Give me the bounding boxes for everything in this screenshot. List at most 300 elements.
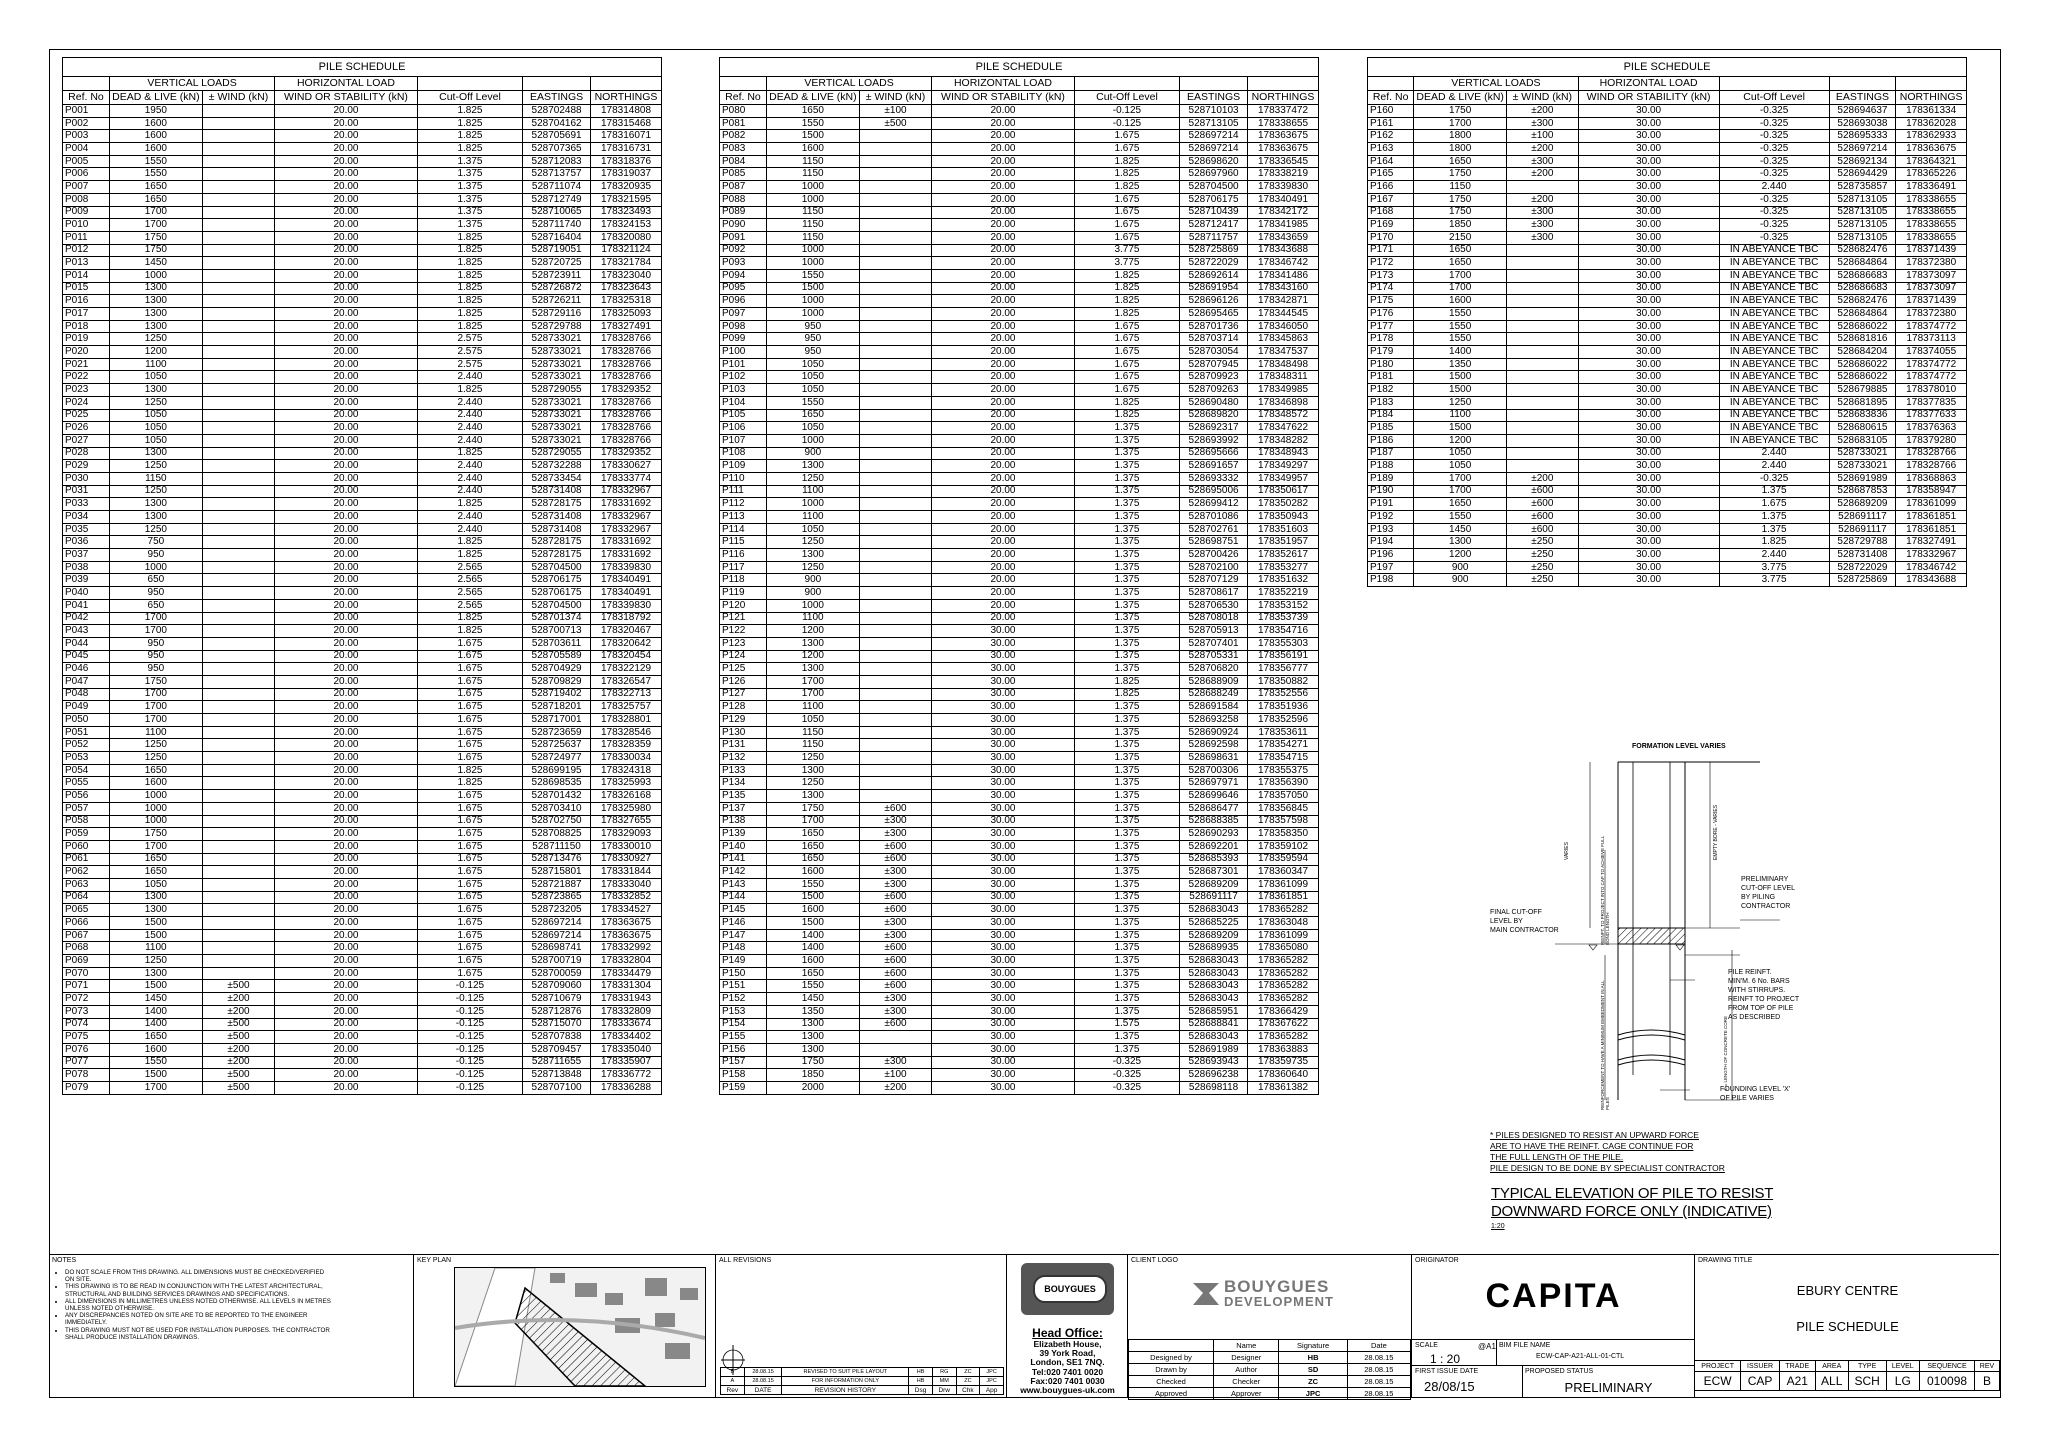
dead-live-cell: 950 xyxy=(109,637,202,650)
wind-cell xyxy=(1507,269,1579,282)
wind-stability-cell: 20.00 xyxy=(275,802,418,815)
code-value-row xyxy=(1695,1372,2000,1391)
wind-stability-cell: 30.00 xyxy=(932,853,1075,866)
cutoff-cell: 1.675 xyxy=(417,967,522,980)
empty-header xyxy=(523,77,591,91)
northings-cell: 178327491 xyxy=(1896,536,1967,549)
cutoff-cell: 1.825 xyxy=(417,384,522,397)
wind-stability-cell: 30.00 xyxy=(1578,574,1719,587)
wind-stability-cell: 20.00 xyxy=(932,409,1075,422)
eastings-cell: 528723911 xyxy=(523,269,591,282)
eastings-cell: 528720725 xyxy=(523,257,591,270)
ref-cell: P012 xyxy=(63,244,110,257)
wind-stability-cell: 20.00 xyxy=(932,168,1075,181)
northings-cell: 178333674 xyxy=(590,1018,661,1031)
table-row xyxy=(720,929,1319,942)
northings-cell: 178353277 xyxy=(1247,561,1318,574)
wind-cell xyxy=(859,599,931,612)
wind-stability-cell: 20.00 xyxy=(275,485,418,498)
eastings-cell: 528709263 xyxy=(1180,384,1248,397)
ref-cell: P060 xyxy=(63,840,110,853)
table-row xyxy=(1368,130,1967,143)
cutoff-cell: -0.125 xyxy=(417,1018,522,1031)
dead-live-cell: 1700 xyxy=(766,815,859,828)
ref-cell: P031 xyxy=(63,485,110,498)
northings-cell: 178371439 xyxy=(1896,244,1967,257)
wind-stability-cell: 30.00 xyxy=(1578,168,1719,181)
northings-cell: 178340491 xyxy=(590,574,661,587)
table-row xyxy=(720,828,1319,841)
wind-stability-cell: 30.00 xyxy=(932,993,1075,1006)
wind-cell xyxy=(202,663,274,676)
eastings-cell: 528683043 xyxy=(1180,955,1248,968)
table-row xyxy=(720,752,1319,765)
cutoff-cell: 1.675 xyxy=(1074,130,1179,143)
table-row xyxy=(63,967,662,980)
dead-live-cell: 1300 xyxy=(766,1018,859,1031)
wind-stability-cell: 20.00 xyxy=(275,777,418,790)
cutoff-cell: 1.375 xyxy=(1074,536,1179,549)
eastings-header: EASTINGS xyxy=(1180,91,1248,105)
wind-stability-cell: 20.00 xyxy=(275,523,418,536)
cutoff-cell: 1.375 xyxy=(1074,904,1179,917)
ref-cell: P088 xyxy=(720,193,767,206)
wind-cell xyxy=(1507,358,1579,371)
dead-live-cell: 1400 xyxy=(766,929,859,942)
cutoff-cell: 1.675 xyxy=(417,878,522,891)
eastings-cell: 528726872 xyxy=(523,282,591,295)
northings-cell: 178316731 xyxy=(590,143,661,156)
northings-cell: 178331692 xyxy=(590,549,661,562)
wind-cell xyxy=(202,117,274,130)
wind-stability-cell: 20.00 xyxy=(275,549,418,562)
cutoff-cell: 1.675 xyxy=(417,891,522,904)
wind-cell xyxy=(202,828,274,841)
eastings-cell: 528686477 xyxy=(1180,802,1248,815)
ref-cell: P041 xyxy=(63,599,110,612)
dead-live-cell: 2150 xyxy=(1414,231,1507,244)
wind-cell xyxy=(202,231,274,244)
dead-live-cell: 1650 xyxy=(109,1031,202,1044)
ref-cell: P131 xyxy=(720,739,767,752)
northings-cell: 178362933 xyxy=(1896,130,1967,143)
code-value-cell: 010098 xyxy=(1920,1372,1975,1391)
eastings-cell: 528695006 xyxy=(1180,485,1248,498)
table-row xyxy=(63,409,662,422)
wind-cell: ±500 xyxy=(202,980,274,993)
wind-cell xyxy=(859,523,931,536)
cutoff-cell: 2.440 xyxy=(417,422,522,435)
northings-cell: 178358350 xyxy=(1247,828,1318,841)
cutoff-cell: 2.440 xyxy=(417,434,522,447)
table-row xyxy=(63,802,662,815)
ref-cell: P063 xyxy=(63,878,110,891)
northings-cell: 178328766 xyxy=(1896,447,1967,460)
wind-cell xyxy=(1507,282,1579,295)
cutoff-cell: IN ABEYANCE TBC xyxy=(1719,371,1829,384)
dead-live-cell: 1550 xyxy=(109,155,202,168)
wind-cell xyxy=(1507,434,1579,447)
wind-cell xyxy=(202,675,274,688)
wind-stability-cell: 20.00 xyxy=(932,257,1075,270)
table-row xyxy=(720,231,1319,244)
northings-cell: 178338655 xyxy=(1896,231,1967,244)
cutoff-cell: 1.825 xyxy=(417,231,522,244)
revision-header-cell: Drw xyxy=(932,1386,956,1395)
wind-cell xyxy=(859,663,931,676)
northings-cell: 178327655 xyxy=(590,815,661,828)
northings-cell: 178372380 xyxy=(1896,257,1967,270)
dead-live-cell: 1650 xyxy=(109,853,202,866)
table-row xyxy=(63,663,662,676)
cutoff-cell: 1.375 xyxy=(1719,511,1829,524)
upward-force-note: * PILES DESIGNED TO RESIST AN UPWARD FORCE ARE TO HAVE THE REINFT. CAGE CONTINUE FOR THE FULL LENGTH OF THE PILE. PILE DESIGN TO BE DONE BY SPECIALIST CONTRACTOR xyxy=(1490,1130,1725,1173)
northings-cell: 178361099 xyxy=(1896,498,1967,511)
table-row xyxy=(1368,308,1967,321)
eastings-cell: 528712876 xyxy=(523,1005,591,1018)
dead-live-cell: 1500 xyxy=(1414,422,1507,435)
cutoff-cell: -0.125 xyxy=(1074,117,1179,130)
dead-live-cell: 1050 xyxy=(1414,447,1507,460)
northings-cell: 178351632 xyxy=(1247,574,1318,587)
table-row xyxy=(720,764,1319,777)
wind-cell xyxy=(202,371,274,384)
northings-cell: 178323040 xyxy=(590,269,661,282)
eastings-cell: 528683043 xyxy=(1180,980,1248,993)
northings-cell: 178365080 xyxy=(1247,942,1318,955)
wind-cell xyxy=(859,625,931,638)
pile-elevation-drawing xyxy=(1440,740,1840,1180)
table-row xyxy=(63,295,662,308)
table-row xyxy=(63,701,662,714)
northings-cell: 178363675 xyxy=(1247,130,1318,143)
wind-cell xyxy=(859,308,931,321)
table-row xyxy=(720,117,1319,130)
dead-live-cell: 1150 xyxy=(766,231,859,244)
revision-cell: A xyxy=(721,1377,745,1386)
ref-cell: P138 xyxy=(720,815,767,828)
bouygues-logo: BOUYGUES xyxy=(1021,1263,1114,1315)
table-row xyxy=(720,536,1319,549)
wind-stability-cell: 20.00 xyxy=(275,143,418,156)
eastings-cell: 528733021 xyxy=(523,434,591,447)
wind-cell xyxy=(1507,346,1579,359)
table-row xyxy=(720,206,1319,219)
northings-cell: 178339830 xyxy=(1247,181,1318,194)
northings-cell: 178350282 xyxy=(1247,498,1318,511)
table-row xyxy=(1368,320,1967,333)
wind-stability-cell: 20.00 xyxy=(932,206,1075,219)
cutoff-cell: -0.325 xyxy=(1719,155,1829,168)
wind-stability-cell: 20.00 xyxy=(275,1056,418,1069)
table-row xyxy=(63,1005,662,1018)
wind-stability-cell: 20.00 xyxy=(275,320,418,333)
wind-cell xyxy=(202,739,274,752)
table-row xyxy=(1368,244,1967,257)
wind-cell xyxy=(202,358,274,371)
cutoff-cell: 1.375 xyxy=(417,181,522,194)
cutoff-cell: 1.675 xyxy=(1074,143,1179,156)
wind-stability-cell: 30.00 xyxy=(932,955,1075,968)
wind-stability-cell: 20.00 xyxy=(932,219,1075,232)
wind-cell xyxy=(202,523,274,536)
cutoff-cell: 1.825 xyxy=(417,295,522,308)
ref-cell: P175 xyxy=(1368,295,1414,308)
table-row xyxy=(720,790,1319,803)
ref-cell: P003 xyxy=(63,130,110,143)
northings-cell: 178343160 xyxy=(1247,282,1318,295)
northings-cell: 178325993 xyxy=(590,777,661,790)
table-row xyxy=(1368,168,1967,181)
cutoff-cell: IN ABEYANCE TBC xyxy=(1719,358,1829,371)
wind-stability-cell: 20.00 xyxy=(275,422,418,435)
ref-cell: P066 xyxy=(63,917,110,930)
wind-cell xyxy=(202,790,274,803)
code-header-row xyxy=(1695,1361,2000,1372)
wind-header: ± WIND (kN) xyxy=(202,91,274,105)
cutoff-cell: 1.375 xyxy=(1074,511,1179,524)
cutoff-cell: 1.375 xyxy=(1074,561,1179,574)
code-header-cell: REV xyxy=(1974,1361,1999,1372)
cutoff-cell: 1.825 xyxy=(417,612,522,625)
wind-cell xyxy=(859,1031,931,1044)
eastings-cell: 528733021 xyxy=(523,396,591,409)
northings-cell: 178330034 xyxy=(590,752,661,765)
cutoff-cell: 2.440 xyxy=(417,409,522,422)
table-row xyxy=(720,815,1319,828)
wind-cell: ±600 xyxy=(859,1018,931,1031)
dead-live-header: DEAD & LIVE (kN) xyxy=(1414,91,1507,105)
dead-live-cell: 1000 xyxy=(109,269,202,282)
wind-stability-cell: 30.00 xyxy=(1578,384,1719,397)
eastings-cell: 528705331 xyxy=(1180,650,1248,663)
wind-cell xyxy=(1507,409,1579,422)
table-row xyxy=(63,384,662,397)
table-row xyxy=(720,244,1319,257)
ref-cell: P082 xyxy=(720,130,767,143)
empty-header xyxy=(590,77,661,91)
wind-cell: ±200 xyxy=(1507,168,1579,181)
dead-live-cell: 1450 xyxy=(109,257,202,270)
wind-cell: ±600 xyxy=(859,980,931,993)
northings-cell: 178348572 xyxy=(1247,409,1318,422)
ref-cell: P143 xyxy=(720,878,767,891)
wind-cell: ±100 xyxy=(859,105,931,118)
eastings-cell: 528713105 xyxy=(1829,206,1896,219)
northings-cell: 178363675 xyxy=(1896,143,1967,156)
cutoff-cell: 1.375 xyxy=(1074,853,1179,866)
ref-cell: P169 xyxy=(1368,219,1414,232)
ref-cell: P108 xyxy=(720,447,767,460)
eastings-cell: 528707945 xyxy=(1180,358,1248,371)
ref-cell: P052 xyxy=(63,739,110,752)
dead-live-cell: 1700 xyxy=(109,625,202,638)
table-row xyxy=(63,929,662,942)
cutoff-cell: 1.375 xyxy=(1074,929,1179,942)
table-row xyxy=(63,308,662,321)
wind-stability-cell: 30.00 xyxy=(1578,143,1719,156)
northings-cell: 178341486 xyxy=(1247,269,1318,282)
dead-live-cell: 1050 xyxy=(109,371,202,384)
dead-live-cell: 1050 xyxy=(766,523,859,536)
wind-cell: ±600 xyxy=(859,840,931,853)
dead-live-cell: 1750 xyxy=(1414,193,1507,206)
eastings-cell: 528696126 xyxy=(1180,295,1248,308)
eastings-cell: 528689209 xyxy=(1180,929,1248,942)
cutoff-cell: 1.375 xyxy=(417,219,522,232)
formation-level-label: FORMATION LEVEL VARIES xyxy=(1632,743,1726,750)
wind-cell xyxy=(202,777,274,790)
dead-live-cell: 1600 xyxy=(109,130,202,143)
northings-cell: 178332852 xyxy=(590,891,661,904)
ref-cell: P098 xyxy=(720,320,767,333)
eastings-cell: 528712083 xyxy=(523,155,591,168)
cutoff-cell: -0.325 xyxy=(1719,231,1829,244)
wind-stability-cell: 30.00 xyxy=(1578,193,1719,206)
wind-cell xyxy=(202,967,274,980)
northings-cell: 178335040 xyxy=(590,1043,661,1056)
wind-cell xyxy=(859,561,931,574)
wind-stability-cell: 30.00 xyxy=(932,917,1075,930)
ref-cell: P002 xyxy=(63,117,110,130)
wind-cell xyxy=(859,409,931,422)
first-issue-box: FIRST ISSUE DATE 28/08/15 xyxy=(1412,1365,1523,1398)
wind-stability-cell: 20.00 xyxy=(932,485,1075,498)
drawing-code-table xyxy=(1694,1360,2000,1391)
client-logo-icon xyxy=(1191,1281,1221,1307)
ref-cell: P187 xyxy=(1368,447,1414,460)
northings-cell: 178374055 xyxy=(1896,346,1967,359)
eastings-cell: 528706530 xyxy=(1180,599,1248,612)
ref-cell: P070 xyxy=(63,967,110,980)
wind-stability-cell: 30.00 xyxy=(1578,308,1719,321)
signature-cell: JPC xyxy=(1279,1388,1347,1400)
northings-cell: 178330627 xyxy=(590,460,661,473)
note-item: • THIS DRAWING IS TO BE READ IN CONJUNCTION WITH THE LATEST ARCHITECTURAL, STRUCTURAL AND BUILDING SERVICES DRAWINGS AND SPECIFICATIONS. xyxy=(65,1283,335,1297)
dead-live-cell: 1700 xyxy=(766,675,859,688)
eastings-cell: 528725637 xyxy=(523,739,591,752)
client-name: BOUYGUES DEVELOPMENT xyxy=(1224,1277,1334,1309)
northings-cell: 178328766 xyxy=(590,409,661,422)
ref-cell: P103 xyxy=(720,384,767,397)
length-label: L = LENGTH OF CONCRETE CORE xyxy=(1723,1016,1728,1090)
eastings-cell: 528698118 xyxy=(1180,1081,1248,1094)
wind-cell xyxy=(202,269,274,282)
wind-cell: ±200 xyxy=(859,1081,931,1094)
eastings-cell: 528703714 xyxy=(1180,333,1248,346)
eastings-cell: 528702750 xyxy=(523,815,591,828)
dead-live-cell: 1250 xyxy=(109,460,202,473)
dead-live-cell: 650 xyxy=(109,574,202,587)
wind-stability-cell: 20.00 xyxy=(275,726,418,739)
northings-cell: 178354716 xyxy=(1247,625,1318,638)
eastings-cell: 528704929 xyxy=(523,663,591,676)
cutoff-cell: IN ABEYANCE TBC xyxy=(1719,257,1829,270)
wind-cell xyxy=(859,536,931,549)
table-row xyxy=(720,840,1319,853)
dead-live-cell: 1550 xyxy=(1414,320,1507,333)
wind-stability-cell: 20.00 xyxy=(275,536,418,549)
northings-cell: 178324153 xyxy=(590,219,661,232)
eastings-cell: 528688909 xyxy=(1180,675,1248,688)
wind-stability-cell: 20.00 xyxy=(275,168,418,181)
table-row xyxy=(63,612,662,625)
dead-live-cell: 1200 xyxy=(1414,434,1507,447)
wind-cell: ±300 xyxy=(859,866,931,879)
table-row xyxy=(720,155,1319,168)
table-row xyxy=(63,105,662,118)
ref-cell: P156 xyxy=(720,1043,767,1056)
table-row xyxy=(1368,257,1967,270)
northings-cell: 178332967 xyxy=(590,511,661,524)
wind-cell xyxy=(859,460,931,473)
eastings-cell: 528725869 xyxy=(1829,574,1896,587)
eastings-header: EASTINGS xyxy=(1829,91,1896,105)
wind-stability-cell: 30.00 xyxy=(1578,549,1719,562)
northings-cell: 178357050 xyxy=(1247,790,1318,803)
wind-stability-cell: 20.00 xyxy=(932,117,1075,130)
wind-stability-cell: 30.00 xyxy=(932,739,1075,752)
eastings-cell: 528688249 xyxy=(1180,688,1248,701)
ref-cell: P140 xyxy=(720,840,767,853)
dead-live-cell: 1700 xyxy=(1414,282,1507,295)
dead-live-cell: 950 xyxy=(766,346,859,359)
wind-stability-cell: 30.00 xyxy=(932,777,1075,790)
ref-cell: P101 xyxy=(720,358,767,371)
ref-cell: P053 xyxy=(63,752,110,765)
northings-cell: 178356390 xyxy=(1247,777,1318,790)
eastings-cell: 528704162 xyxy=(523,117,591,130)
ref-cell: P073 xyxy=(63,1005,110,1018)
dead-live-cell: 1050 xyxy=(766,422,859,435)
northings-cell: 178361851 xyxy=(1247,891,1318,904)
cutoff-cell: 1.375 xyxy=(1074,917,1179,930)
eastings-cell: 528693943 xyxy=(1180,1056,1248,1069)
wind-stability-cell: 30.00 xyxy=(1578,155,1719,168)
dead-live-cell: 1300 xyxy=(109,308,202,321)
northings-cell: 178325318 xyxy=(590,295,661,308)
northings-cell: 178360640 xyxy=(1247,1069,1318,1082)
cutoff-cell: -0.125 xyxy=(417,993,522,1006)
cutoff-cell: -0.325 xyxy=(1074,1056,1179,1069)
wind-stability-cell: 20.00 xyxy=(275,105,418,118)
cutoff-cell: 1.375 xyxy=(1719,523,1829,536)
table-row xyxy=(720,980,1319,993)
table-row xyxy=(63,917,662,930)
empty-header xyxy=(1247,77,1318,91)
wind-cell xyxy=(202,815,274,828)
northings-cell: 178349957 xyxy=(1247,472,1318,485)
wind-cell: ±600 xyxy=(1507,511,1579,524)
code-header-cell: AREA xyxy=(1815,1361,1848,1372)
eastings-cell: 528731408 xyxy=(523,485,591,498)
cutoff-cell: 1.675 xyxy=(417,904,522,917)
eastings-cell: 528692598 xyxy=(1180,739,1248,752)
northings-cell: 178363675 xyxy=(1247,143,1318,156)
table-row xyxy=(720,219,1319,232)
wind-cell xyxy=(1507,308,1579,321)
eastings-cell: 528733021 xyxy=(523,346,591,359)
wind-stability-cell: 20.00 xyxy=(275,498,418,511)
ref-cell: P014 xyxy=(63,269,110,282)
wind-stability-cell: 30.00 xyxy=(1578,371,1719,384)
dead-live-cell: 1300 xyxy=(766,1043,859,1056)
wind-stability-header: WIND OR STABILITY (kN) xyxy=(932,91,1075,105)
wind-stability-cell: 30.00 xyxy=(1578,498,1719,511)
wind-cell xyxy=(202,866,274,879)
cutoff-cell: 1.375 xyxy=(1074,1005,1179,1018)
ref-cell: P105 xyxy=(720,409,767,422)
